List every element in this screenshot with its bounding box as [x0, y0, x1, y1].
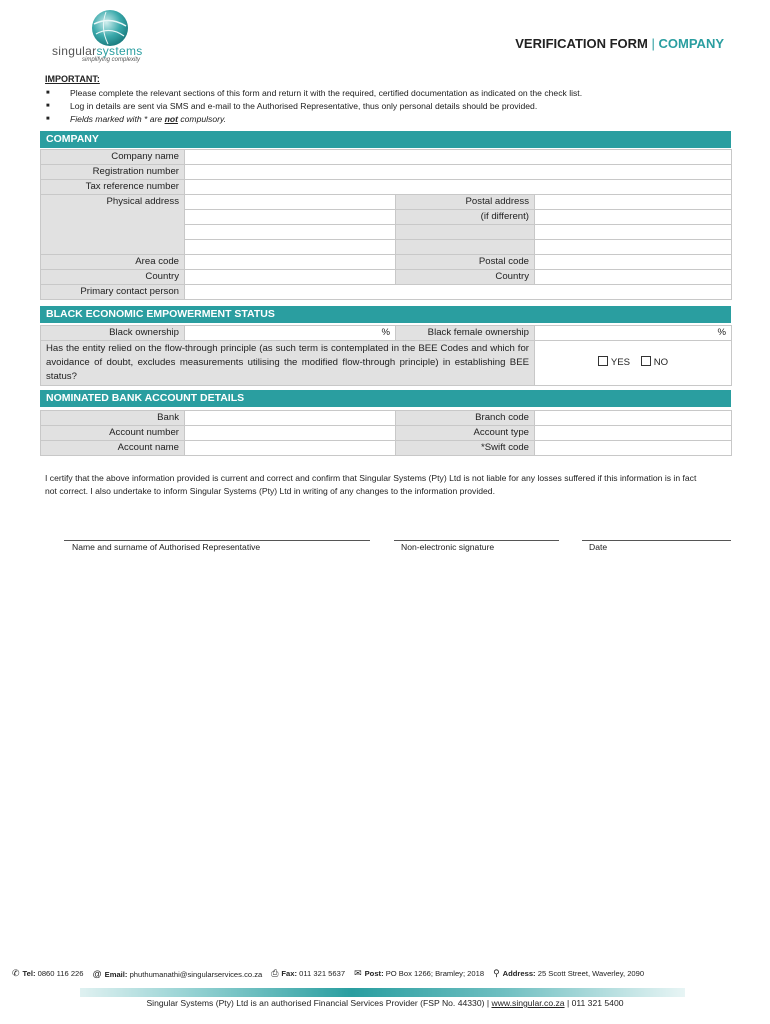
black-female-ownership-label: Black female ownership [396, 326, 535, 341]
physical-address-line2-input[interactable] [185, 210, 396, 225]
name-signature-label: Name and surname of Authorised Representative [72, 542, 261, 552]
account-type-label: Account type [396, 426, 535, 441]
footer-contact: ✆ Tel: 0860 116 226 @ Email: phuthumanathi@singularservices.co.za ⎙ Fax: 011 321 5637 ✉ Post: PO Box 1266; Bramley; 2018 ⚲ Address: 25 Scott Street, Waverley, 2090 [12, 968, 645, 979]
bank-input[interactable] [185, 411, 396, 426]
postal-code-label: Postal code [396, 255, 535, 270]
company-name-label: Company name [41, 150, 185, 165]
postal-address-line3-input[interactable] [535, 225, 732, 240]
section-heading-bee: BLACK ECONOMIC EMPOWERMENT STATUS [40, 306, 731, 323]
logo-tagline: simplifying complexity [82, 57, 141, 63]
footer-decorative-stripe [80, 988, 685, 997]
registration-number-input[interactable] [185, 165, 732, 180]
logo-globe-icon [86, 8, 134, 48]
black-ownership-input[interactable] [185, 326, 396, 341]
tax-reference-input[interactable] [185, 180, 732, 195]
post-icon: ✉ [354, 968, 362, 978]
bee-table [40, 325, 732, 386]
account-type-input[interactable] [535, 426, 732, 441]
section-heading-bank: NOMINATED BANK ACCOUNT DETAILS [40, 390, 731, 407]
signature-line[interactable] [394, 540, 559, 541]
bank-table [40, 410, 732, 456]
black-female-ownership-input[interactable] [535, 326, 732, 341]
email-icon: @ [92, 968, 102, 979]
physical-address-label: Physical address [41, 195, 185, 255]
postal-address-line1-input[interactable] [535, 195, 732, 210]
yes-checkbox[interactable] [598, 356, 608, 366]
account-name-label: Account name [41, 441, 185, 456]
important-heading: IMPORTANT: [45, 74, 100, 84]
yes-label: YES [610, 357, 631, 368]
postal-address-label: Postal address [396, 195, 535, 210]
bank-label: Bank [41, 411, 185, 426]
signature-label: Non-electronic signature [401, 542, 495, 552]
registration-number-label: Registration number [41, 165, 185, 180]
list-item: ■ Log in details are sent via SMS and e-mail to the Authorised Representative, thus only personal details should be provided. [46, 101, 538, 111]
map-pin-icon: ⚲ [493, 968, 500, 978]
footer-legal: Singular Systems (Pty) Ltd is an authorised Financial Services Provider (FSP No. 44330) | www.singular.co.za | 011 321 5400 [146, 998, 624, 1008]
section-heading-company: COMPANY [40, 131, 731, 148]
name-signature-line[interactable] [64, 540, 370, 541]
no-label: NO [653, 357, 669, 368]
percent-sign: % [717, 327, 726, 338]
physical-address-line3-input[interactable] [185, 225, 396, 240]
website-link[interactable]: www.singular.co.za [491, 998, 565, 1008]
physical-address-line4-input[interactable] [185, 240, 396, 255]
postal-country-input[interactable] [535, 270, 732, 285]
postal-address-line2-input[interactable] [535, 210, 732, 225]
postal-code-input[interactable] [535, 255, 732, 270]
branch-code-label: Branch code [396, 411, 535, 426]
fax-icon: ⎙ [271, 968, 279, 978]
area-code-label: Area code [41, 255, 185, 270]
phone-icon: ✆ [12, 968, 20, 978]
postal-address-spacer [396, 240, 535, 255]
country-label: Country [41, 270, 185, 285]
percent-sign: % [381, 327, 390, 338]
instructions-list [46, 87, 582, 126]
date-label: Date [589, 542, 608, 552]
primary-contact-input[interactable] [185, 285, 732, 300]
postal-address-line4-input[interactable] [535, 240, 732, 255]
company-table [40, 149, 732, 300]
account-number-label: Account number [41, 426, 185, 441]
swift-code-input[interactable] [535, 441, 732, 456]
no-checkbox[interactable] [641, 356, 651, 366]
account-number-input[interactable] [185, 426, 396, 441]
list-item: ■ Please complete the relevant sections of this form and return it with the required, certified documentation as indicated on the check list. [46, 88, 583, 98]
company-name-input[interactable] [185, 150, 732, 165]
area-code-input[interactable] [185, 255, 396, 270]
swift-code-label: *Swift code [396, 441, 535, 456]
page-title: VERIFICATION FORM | COMPANY [515, 36, 724, 51]
flow-through-answer [535, 341, 732, 386]
black-ownership-label: Black ownership [41, 326, 185, 341]
account-name-input[interactable] [185, 441, 396, 456]
logo-wordmark: singularsystems [52, 44, 143, 58]
physical-address-line1-input[interactable] [185, 195, 396, 210]
branch-code-input[interactable] [535, 411, 732, 426]
email-link[interactable]: phuthumanathi@singularservices.co.za [129, 969, 263, 979]
primary-contact-label: Primary contact person [41, 285, 185, 300]
flow-through-question: Has the entity relied on the flow-through principle (as such term is contemplated in the BEE Codes and which for avoidance of doubt, excludes measurements utilising the modified flow-through principle) in establishing BEE status? [41, 341, 535, 386]
date-line[interactable] [582, 540, 731, 541]
certification-text: I certify that the above information provided is current and correct and confirm that Singular Systems (Pty) Ltd is not liable for any losses suffered if this information is in fact not correct. I also undertake to inform Singular Systems (Pty) Ltd in writing of any changes to the information provided. [45, 473, 697, 496]
postal-country-label: Country [396, 270, 535, 285]
country-input[interactable] [185, 270, 396, 285]
tax-reference-label: Tax reference number [41, 180, 185, 195]
postal-address-spacer [396, 225, 535, 240]
list-item: ■ Fields marked with * are not compulsory. [46, 114, 227, 124]
postal-if-different-label: (if different) [396, 210, 535, 225]
